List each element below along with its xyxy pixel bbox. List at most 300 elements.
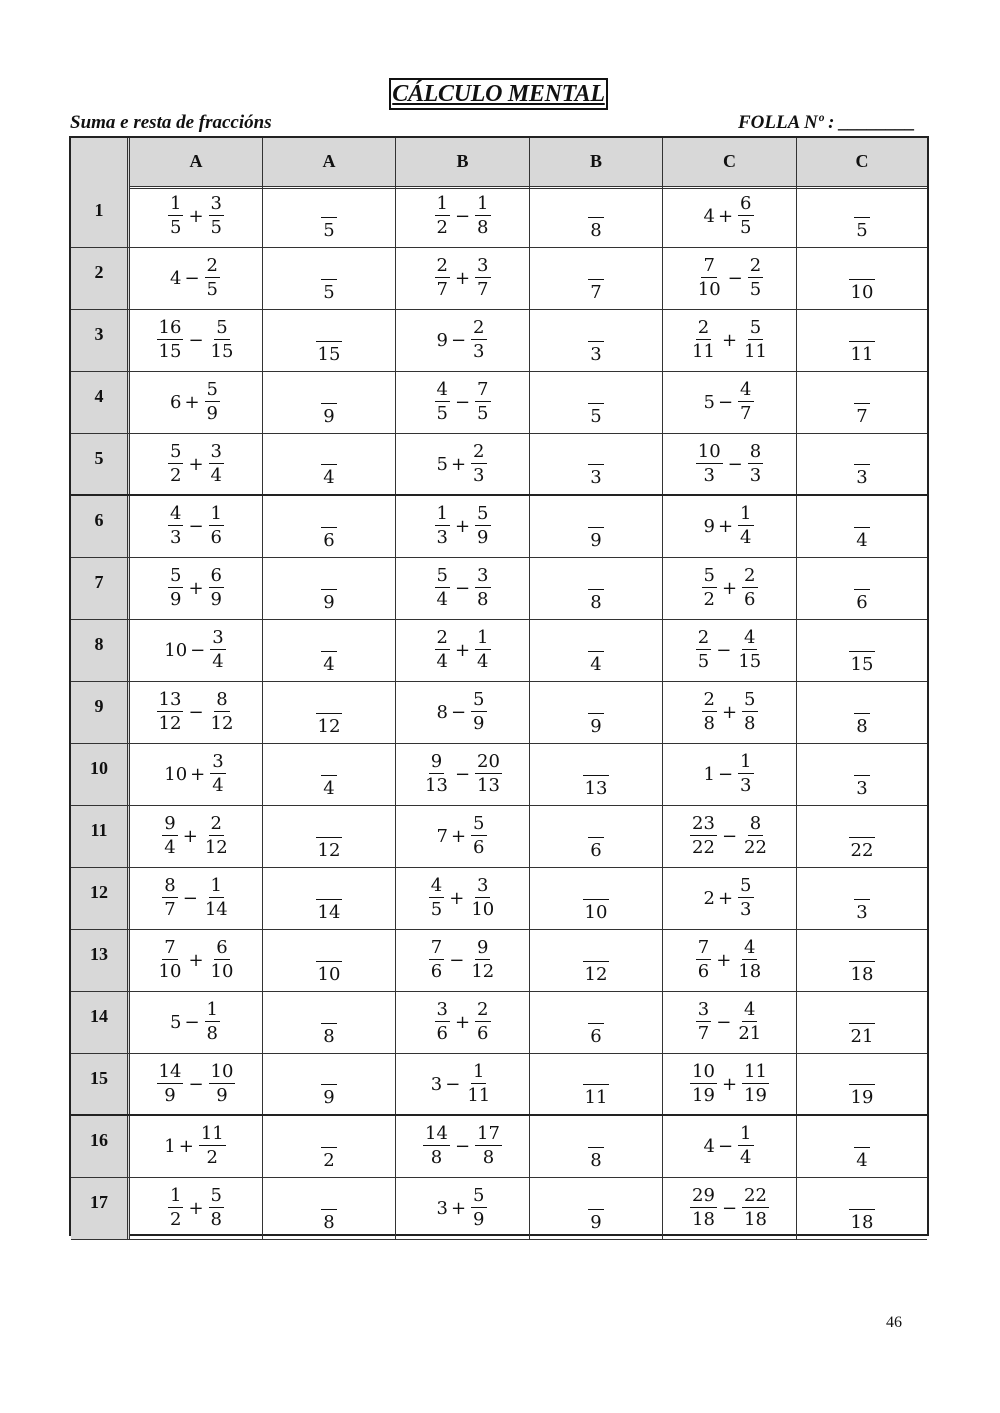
answer-cell[interactable] bbox=[797, 1054, 927, 1114]
whole-number: 6 bbox=[170, 392, 182, 413]
answer-cell[interactable] bbox=[263, 248, 396, 309]
denominator: 5 bbox=[206, 279, 218, 300]
numerator: 1 bbox=[740, 1123, 752, 1144]
numerator: 3 bbox=[210, 193, 222, 214]
denominator: 4 bbox=[164, 837, 176, 858]
table-row bbox=[71, 248, 927, 310]
answer-fraction[interactable] bbox=[263, 220, 395, 241]
answer-cell[interactable] bbox=[797, 496, 927, 557]
fraction bbox=[475, 255, 490, 302]
answer-cell[interactable] bbox=[530, 1178, 663, 1239]
fraction bbox=[435, 999, 450, 1046]
exercise-cell bbox=[663, 992, 797, 1053]
denominator: 5 bbox=[697, 651, 710, 672]
operator-sign: + bbox=[716, 950, 732, 971]
exercise-cell bbox=[663, 1178, 797, 1239]
answer-fraction[interactable] bbox=[530, 282, 662, 303]
denominator: 6 bbox=[430, 961, 443, 982]
operator-sign: + bbox=[450, 1198, 467, 1219]
answer-fraction[interactable] bbox=[797, 1212, 927, 1233]
denominator: 6 bbox=[210, 527, 222, 548]
exercise-cell bbox=[130, 868, 263, 929]
answer-cell[interactable] bbox=[530, 868, 663, 929]
fraction bbox=[736, 937, 763, 984]
numerator: 5 bbox=[473, 1185, 485, 1206]
answer-fraction[interactable] bbox=[263, 467, 395, 488]
answer-fraction[interactable] bbox=[263, 654, 395, 675]
operator-sign: − bbox=[717, 1136, 734, 1157]
fraction bbox=[168, 441, 183, 488]
answer-fraction[interactable] bbox=[263, 840, 395, 861]
answer-cell[interactable] bbox=[263, 992, 396, 1053]
answer-cell[interactable] bbox=[530, 558, 663, 619]
exercise-cell bbox=[130, 558, 263, 619]
table-row bbox=[71, 992, 927, 1054]
answer-fraction[interactable] bbox=[530, 1026, 662, 1047]
answer-cell[interactable] bbox=[530, 744, 663, 805]
exercise-cell bbox=[396, 372, 530, 433]
numerator: 17 bbox=[477, 1123, 500, 1144]
answer-fraction[interactable] bbox=[263, 778, 395, 799]
answer-fraction[interactable] bbox=[797, 1150, 927, 1171]
answer-denominator: 9 bbox=[588, 527, 603, 551]
exercise-cell bbox=[663, 558, 797, 619]
operator-sign: + bbox=[188, 950, 204, 971]
answer-cell[interactable] bbox=[263, 434, 396, 494]
fraction bbox=[157, 937, 184, 984]
answer-fraction[interactable] bbox=[797, 282, 927, 303]
numerator: 3 bbox=[436, 999, 448, 1020]
answer-denominator: 9 bbox=[588, 1209, 603, 1233]
operator-sign: + bbox=[717, 206, 734, 227]
exercise-cell bbox=[130, 372, 263, 433]
whole-number: 2 bbox=[703, 888, 715, 909]
denominator: 11 bbox=[692, 341, 715, 362]
answer-fraction[interactable] bbox=[530, 344, 662, 365]
fraction bbox=[475, 1123, 502, 1170]
answer-cell[interactable] bbox=[263, 930, 396, 991]
fraction bbox=[742, 813, 769, 860]
denominator: 4 bbox=[212, 775, 224, 796]
answer-cell[interactable] bbox=[797, 186, 927, 247]
answer-cell[interactable] bbox=[797, 372, 927, 433]
denominator: 12 bbox=[204, 837, 228, 858]
answer-cell[interactable] bbox=[797, 744, 927, 805]
answer-cell[interactable] bbox=[263, 806, 396, 867]
fraction-expression bbox=[396, 496, 529, 557]
fraction-expression bbox=[130, 620, 262, 681]
numerator: 2 bbox=[210, 813, 222, 834]
denominator: 6 bbox=[744, 589, 756, 610]
fraction-expression bbox=[130, 186, 262, 247]
answer-denominator: 10 bbox=[583, 899, 610, 923]
row-number: 5 bbox=[71, 434, 130, 494]
fraction bbox=[205, 999, 220, 1046]
answer-cell[interactable] bbox=[797, 1178, 927, 1239]
whole-number: 5 bbox=[436, 453, 448, 475]
answer-fraction[interactable] bbox=[530, 964, 662, 985]
numerator: 22 bbox=[744, 1185, 767, 1206]
answer-fraction[interactable] bbox=[530, 840, 662, 861]
header-c-answer: C bbox=[797, 138, 927, 186]
answer-cell[interactable] bbox=[530, 310, 663, 371]
exercise-cell bbox=[396, 930, 530, 991]
answer-cell[interactable] bbox=[530, 1054, 663, 1114]
exercise-cell bbox=[130, 1054, 263, 1114]
fraction bbox=[475, 627, 490, 674]
answer-fraction[interactable] bbox=[263, 530, 395, 551]
denominator: 4 bbox=[210, 464, 222, 486]
answer-cell[interactable] bbox=[263, 310, 396, 371]
header-a-answer: A bbox=[263, 138, 396, 186]
operator-sign: − bbox=[450, 330, 467, 351]
answer-fraction[interactable] bbox=[263, 1087, 395, 1108]
fraction-expression bbox=[396, 806, 529, 867]
table-row bbox=[71, 682, 927, 744]
answer-cell[interactable] bbox=[797, 930, 927, 991]
answer-cell[interactable] bbox=[530, 248, 663, 309]
denominator: 8 bbox=[430, 1147, 443, 1168]
answer-cell[interactable] bbox=[797, 682, 927, 743]
answer-fraction[interactable] bbox=[530, 1087, 662, 1108]
answer-fraction[interactable] bbox=[797, 654, 927, 675]
numerator: 14 bbox=[158, 1060, 182, 1082]
denominator: 2 bbox=[170, 1209, 182, 1230]
fraction bbox=[429, 875, 444, 922]
answer-fraction[interactable] bbox=[797, 1026, 927, 1047]
exercise-cell bbox=[130, 1116, 263, 1177]
fraction-expression bbox=[663, 806, 796, 867]
numerator: 6 bbox=[216, 937, 228, 958]
fraction bbox=[157, 689, 184, 736]
answer-denominator: 13 bbox=[583, 775, 610, 799]
fraction bbox=[168, 565, 183, 612]
answer-cell[interactable] bbox=[797, 806, 927, 867]
operator-sign: − bbox=[188, 516, 204, 537]
answer-fraction[interactable] bbox=[530, 467, 662, 488]
numerator: 11 bbox=[200, 1123, 224, 1144]
fraction bbox=[168, 503, 183, 550]
answer-denominator: 7 bbox=[588, 279, 603, 303]
denominator: 7 bbox=[436, 279, 448, 300]
answer-denominator: 6 bbox=[588, 837, 603, 861]
numerator: 2 bbox=[473, 440, 485, 462]
exercise-cell bbox=[396, 868, 530, 929]
row-number: 17 bbox=[71, 1178, 130, 1239]
answer-fraction[interactable] bbox=[530, 902, 662, 923]
denominator: 11 bbox=[744, 341, 767, 362]
table-row bbox=[71, 558, 927, 620]
denominator: 5 bbox=[430, 899, 443, 920]
fraction-expression bbox=[663, 868, 796, 929]
answer-cell[interactable] bbox=[530, 806, 663, 867]
answer-fraction[interactable] bbox=[530, 1150, 662, 1171]
answer-cell[interactable] bbox=[797, 310, 927, 371]
answer-fraction[interactable] bbox=[263, 716, 395, 737]
answer-fraction[interactable] bbox=[530, 778, 662, 799]
fraction bbox=[209, 1061, 236, 1108]
denominator: 21 bbox=[738, 1023, 762, 1044]
answer-cell[interactable] bbox=[263, 620, 396, 681]
fraction bbox=[738, 503, 753, 550]
fraction-expression bbox=[396, 1178, 529, 1239]
answer-denominator: 4 bbox=[854, 527, 869, 551]
answer-cell[interactable] bbox=[263, 558, 396, 619]
answer-cell[interactable] bbox=[530, 682, 663, 743]
answer-fraction[interactable] bbox=[263, 902, 395, 923]
numerator: 2 bbox=[744, 565, 756, 586]
answer-denominator: 7 bbox=[854, 403, 869, 427]
fraction bbox=[209, 565, 224, 612]
operator-sign: + bbox=[721, 330, 738, 351]
numerator: 5 bbox=[206, 379, 218, 400]
answer-cell[interactable] bbox=[530, 992, 663, 1053]
fraction-expression bbox=[130, 558, 262, 619]
denominator: 8 bbox=[703, 713, 715, 734]
fraction bbox=[168, 1185, 183, 1232]
answer-denominator: 3 bbox=[588, 341, 603, 365]
answer-cell[interactable] bbox=[263, 1054, 396, 1114]
exercise-cell bbox=[663, 682, 797, 743]
answer-fraction[interactable] bbox=[530, 1212, 662, 1233]
numerator: 4 bbox=[436, 379, 448, 400]
fraction bbox=[471, 441, 486, 488]
exercise-cell bbox=[396, 434, 530, 494]
fraction bbox=[742, 1185, 769, 1232]
answer-cell[interactable] bbox=[263, 186, 396, 247]
fraction bbox=[157, 1061, 184, 1108]
operator-sign: − bbox=[716, 1012, 732, 1033]
answer-fraction[interactable] bbox=[797, 530, 927, 551]
answer-cell[interactable] bbox=[797, 1116, 927, 1177]
row-number: 1 bbox=[71, 186, 130, 247]
answer-fraction[interactable] bbox=[263, 1150, 395, 1171]
fraction-expression bbox=[396, 248, 529, 309]
numerator: 2 bbox=[697, 317, 710, 338]
answer-denominator: 6 bbox=[321, 527, 336, 551]
answer-cell[interactable] bbox=[530, 186, 663, 247]
exercise-cell bbox=[396, 248, 530, 309]
answer-fraction[interactable] bbox=[530, 592, 662, 613]
denominator: 8 bbox=[482, 1147, 495, 1168]
answer-cell[interactable] bbox=[263, 682, 396, 743]
answer-fraction[interactable] bbox=[263, 1212, 395, 1233]
answer-fraction[interactable] bbox=[797, 344, 927, 365]
row-number: 16 bbox=[71, 1116, 130, 1177]
answer-denominator: 5 bbox=[588, 403, 603, 427]
answer-fraction[interactable] bbox=[797, 840, 927, 861]
denominator: 4 bbox=[740, 527, 752, 548]
denominator: 7 bbox=[740, 403, 752, 424]
fraction bbox=[423, 1123, 450, 1170]
answer-fraction[interactable] bbox=[263, 344, 395, 365]
answer-cell[interactable] bbox=[263, 496, 396, 557]
exercise-cell bbox=[130, 992, 263, 1053]
denominator: 9 bbox=[216, 1084, 228, 1106]
denominator: 6 bbox=[697, 961, 710, 982]
answer-fraction[interactable] bbox=[530, 716, 662, 737]
answer-fraction[interactable] bbox=[530, 406, 662, 427]
answer-denominator: 4 bbox=[854, 1147, 869, 1171]
numerator: 1 bbox=[436, 193, 448, 214]
answer-cell[interactable] bbox=[797, 558, 927, 619]
answer-cell[interactable] bbox=[263, 744, 396, 805]
row-number: 7 bbox=[71, 558, 130, 619]
whole-number: 3 bbox=[430, 1073, 443, 1095]
numerator: 1 bbox=[436, 503, 448, 524]
fraction bbox=[702, 565, 717, 612]
answer-cell[interactable] bbox=[263, 372, 396, 433]
denominator: 22 bbox=[744, 837, 767, 858]
fraction-expression bbox=[663, 1054, 796, 1114]
answer-cell[interactable] bbox=[797, 868, 927, 929]
answer-cell[interactable] bbox=[263, 1116, 396, 1177]
fraction-expression bbox=[396, 186, 529, 247]
fraction-expression bbox=[396, 558, 529, 619]
operator-sign: + bbox=[188, 1198, 204, 1219]
denominator: 6 bbox=[436, 1023, 448, 1044]
header-c-exercise: C bbox=[663, 138, 797, 186]
fraction-expression bbox=[663, 186, 796, 247]
answer-denominator: 3 bbox=[854, 899, 869, 923]
answer-fraction[interactable] bbox=[797, 220, 927, 241]
numerator: 4 bbox=[744, 627, 756, 648]
operator-sign: − bbox=[721, 826, 738, 847]
answer-fraction[interactable] bbox=[797, 964, 927, 985]
answer-fraction[interactable] bbox=[797, 778, 927, 799]
fraction bbox=[742, 317, 769, 364]
exercise-cell bbox=[130, 310, 263, 371]
exercise-cell bbox=[396, 558, 530, 619]
answer-fraction[interactable] bbox=[263, 592, 395, 613]
denominator: 9 bbox=[164, 1084, 176, 1106]
numerator: 14 bbox=[425, 1123, 448, 1144]
numerator: 3 bbox=[212, 751, 224, 772]
answer-fraction[interactable] bbox=[263, 964, 395, 985]
fraction bbox=[469, 875, 496, 922]
fraction-expression bbox=[396, 620, 529, 681]
numerator: 1 bbox=[170, 1185, 182, 1206]
answer-cell[interactable] bbox=[530, 434, 663, 494]
operator-sign: − bbox=[717, 392, 734, 413]
numerator: 8 bbox=[749, 440, 762, 462]
answer-fraction[interactable] bbox=[530, 654, 662, 675]
whole-number: 4 bbox=[703, 206, 715, 227]
answer-fraction[interactable] bbox=[797, 716, 927, 737]
answer-cell[interactable] bbox=[530, 372, 663, 433]
numerator: 4 bbox=[744, 999, 756, 1020]
answer-fraction[interactable] bbox=[530, 530, 662, 551]
exercise-cell bbox=[130, 620, 263, 681]
fraction bbox=[162, 813, 177, 860]
fraction bbox=[465, 1061, 492, 1108]
fraction bbox=[203, 813, 230, 860]
whole-number: 9 bbox=[436, 330, 448, 351]
denominator: 12 bbox=[210, 713, 234, 734]
answer-cell[interactable] bbox=[797, 620, 927, 681]
answer-cell[interactable] bbox=[530, 620, 663, 681]
answer-fraction[interactable] bbox=[797, 406, 927, 427]
answer-fraction[interactable] bbox=[797, 1087, 927, 1108]
fraction bbox=[690, 1185, 717, 1232]
denominator: 13 bbox=[477, 775, 500, 796]
table-row bbox=[71, 1054, 927, 1116]
denominator: 3 bbox=[436, 527, 448, 548]
fraction bbox=[210, 751, 225, 798]
answer-fraction[interactable] bbox=[263, 1026, 395, 1047]
answer-cell[interactable] bbox=[797, 434, 927, 494]
answer-cell[interactable] bbox=[530, 496, 663, 557]
numerator: 9 bbox=[430, 751, 443, 772]
fraction-expression bbox=[130, 744, 262, 805]
fraction bbox=[742, 689, 757, 736]
fraction bbox=[748, 255, 763, 302]
fraction bbox=[738, 193, 753, 240]
numerator: 8 bbox=[216, 689, 228, 710]
numerator: 3 bbox=[477, 875, 489, 896]
answer-denominator: 12 bbox=[583, 961, 610, 985]
row-number: 4 bbox=[71, 372, 130, 433]
answer-cell[interactable] bbox=[263, 1178, 396, 1239]
fraction bbox=[475, 193, 490, 240]
answer-denominator: 4 bbox=[321, 464, 336, 488]
denominator: 9 bbox=[210, 589, 222, 610]
denominator: 2 bbox=[436, 217, 448, 238]
answer-fraction[interactable] bbox=[530, 220, 662, 241]
sheet-number-field[interactable]: FOLLA Nº : ________ bbox=[738, 112, 916, 133]
fraction bbox=[471, 317, 486, 364]
operator-sign: + bbox=[188, 206, 204, 227]
answer-denominator: 8 bbox=[321, 1023, 336, 1047]
numerator: 10 bbox=[697, 440, 721, 462]
answer-fraction[interactable] bbox=[263, 406, 395, 427]
operator-sign: − bbox=[450, 702, 467, 723]
answer-fraction[interactable] bbox=[797, 902, 927, 923]
answer-fraction[interactable] bbox=[797, 467, 927, 488]
denominator: 5 bbox=[477, 403, 489, 424]
fraction-expression bbox=[396, 930, 529, 991]
fraction bbox=[435, 503, 450, 550]
row-number: 12 bbox=[71, 868, 130, 929]
whole-number: 9 bbox=[703, 516, 715, 537]
numerator: 16 bbox=[158, 317, 182, 338]
answer-cell[interactable] bbox=[530, 930, 663, 991]
answer-fraction[interactable] bbox=[263, 282, 395, 303]
denominator: 6 bbox=[473, 837, 485, 858]
fraction bbox=[702, 689, 717, 736]
whole-number: 8 bbox=[436, 702, 448, 723]
answer-fraction[interactable] bbox=[797, 592, 927, 613]
answer-cell[interactable] bbox=[530, 1116, 663, 1177]
fraction bbox=[469, 937, 496, 984]
fraction-expression bbox=[130, 1116, 262, 1177]
numerator: 7 bbox=[477, 379, 489, 400]
denominator: 9 bbox=[477, 527, 489, 548]
numerator: 5 bbox=[749, 317, 762, 338]
denominator: 8 bbox=[477, 217, 489, 238]
fraction-expression bbox=[130, 1178, 262, 1239]
denominator: 19 bbox=[692, 1084, 715, 1106]
numerator: 8 bbox=[164, 875, 176, 896]
numerator: 5 bbox=[744, 689, 756, 710]
fraction bbox=[738, 751, 753, 798]
exercise-cell bbox=[663, 496, 797, 557]
answer-cell[interactable] bbox=[797, 248, 927, 309]
fraction bbox=[696, 441, 723, 488]
denominator: 5 bbox=[740, 217, 752, 238]
answer-cell[interactable] bbox=[797, 992, 927, 1053]
answer-cell[interactable] bbox=[263, 868, 396, 929]
